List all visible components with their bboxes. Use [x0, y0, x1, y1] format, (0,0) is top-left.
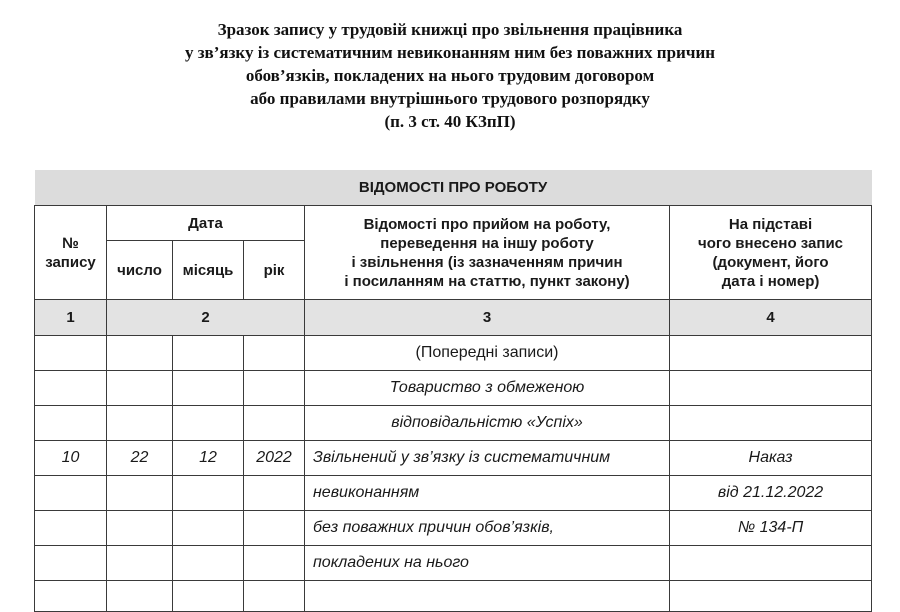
cell-number	[35, 406, 107, 441]
cell-day	[107, 476, 173, 511]
cell-basis	[670, 406, 872, 441]
title-line: (п. 3 ст. 40 КЗпП)	[384, 112, 516, 131]
cell-month	[173, 511, 244, 546]
cell-basis	[670, 581, 872, 612]
cell-info: відповідальністю «Успіх»	[305, 406, 670, 441]
table-row	[35, 441, 872, 476]
cell-day	[107, 546, 173, 581]
cell-basis: Наказ	[670, 441, 872, 476]
table-row	[35, 336, 872, 371]
title-line: Зразок запису у трудовій книжці про звільнення працівника	[217, 20, 683, 39]
table-row	[35, 371, 872, 406]
cell-year	[244, 546, 305, 581]
header-number: № запису	[35, 206, 107, 300]
cell-day	[107, 406, 173, 441]
header-year: рік	[244, 241, 305, 300]
work-record-table-container	[34, 170, 871, 612]
table-row	[35, 476, 872, 511]
column-number: 3	[305, 300, 670, 336]
cell-month	[173, 581, 244, 612]
cell-info: покладених на нього	[305, 546, 670, 581]
column-number: 1	[35, 300, 107, 336]
cell-month	[173, 406, 244, 441]
document-title	[0, 18, 900, 133]
work-record-table	[34, 170, 872, 612]
header-basis: На підставі чого внесено запис (документ, його дата і номер)	[670, 206, 872, 300]
cell-month	[173, 476, 244, 511]
cell-number	[35, 546, 107, 581]
cell-month: 12	[173, 441, 244, 476]
column-number: 2	[107, 300, 305, 336]
cell-number	[35, 581, 107, 612]
cell-info: Товариство з обмеженою	[305, 371, 670, 406]
cell-month	[173, 546, 244, 581]
cell-basis: № 134-П	[670, 511, 872, 546]
cell-day	[107, 581, 173, 612]
table-row	[35, 546, 872, 581]
cell-info	[305, 581, 670, 612]
cell-basis	[670, 546, 872, 581]
header-month: місяць	[173, 241, 244, 300]
cell-year	[244, 336, 305, 371]
cell-month	[173, 336, 244, 371]
cell-info: невиконанням	[305, 476, 670, 511]
cell-day	[107, 371, 173, 406]
cell-number	[35, 336, 107, 371]
table-row	[35, 581, 872, 612]
cell-day	[107, 511, 173, 546]
cell-year	[244, 371, 305, 406]
cell-month	[173, 371, 244, 406]
cell-basis: від 21.12.2022	[670, 476, 872, 511]
table-row	[35, 511, 872, 546]
cell-year	[244, 511, 305, 546]
column-numbers-row	[35, 300, 872, 336]
header-info: Відомості про прийом на роботу, переведення на іншу роботу і звільнення (із зазначенням причин і посиланням на статтю, пункт закону)	[305, 206, 670, 300]
table-banner-row	[35, 170, 872, 206]
cell-year: 2022	[244, 441, 305, 476]
cell-number	[35, 511, 107, 546]
cell-info: Звільнений у зв’язку із систематичним	[305, 441, 670, 476]
column-number: 4	[670, 300, 872, 336]
cell-number	[35, 476, 107, 511]
title-line: у зв’язку із систематичним невиконанням ним без поважних причин	[184, 43, 716, 62]
cell-info: (Попередні записи)	[305, 336, 670, 371]
header-row-1	[35, 206, 872, 241]
title-line: обов’язків, покладених на нього трудовим договором	[245, 66, 655, 85]
cell-basis	[670, 371, 872, 406]
cell-info: без поважних причин обов’язків,	[305, 511, 670, 546]
cell-year	[244, 476, 305, 511]
cell-year	[244, 406, 305, 441]
title-line: або правилами внутрішнього трудового розпорядку	[250, 89, 650, 108]
cell-basis	[670, 336, 872, 371]
cell-year	[244, 581, 305, 612]
cell-day	[107, 336, 173, 371]
cell-number: 10	[35, 441, 107, 476]
table-row	[35, 406, 872, 441]
header-date: Дата	[107, 206, 305, 241]
cell-day: 22	[107, 441, 173, 476]
table-banner: ВІДОМОСТІ ПРО РОБОТУ	[35, 170, 872, 206]
header-day: число	[107, 241, 173, 300]
cell-number	[35, 371, 107, 406]
